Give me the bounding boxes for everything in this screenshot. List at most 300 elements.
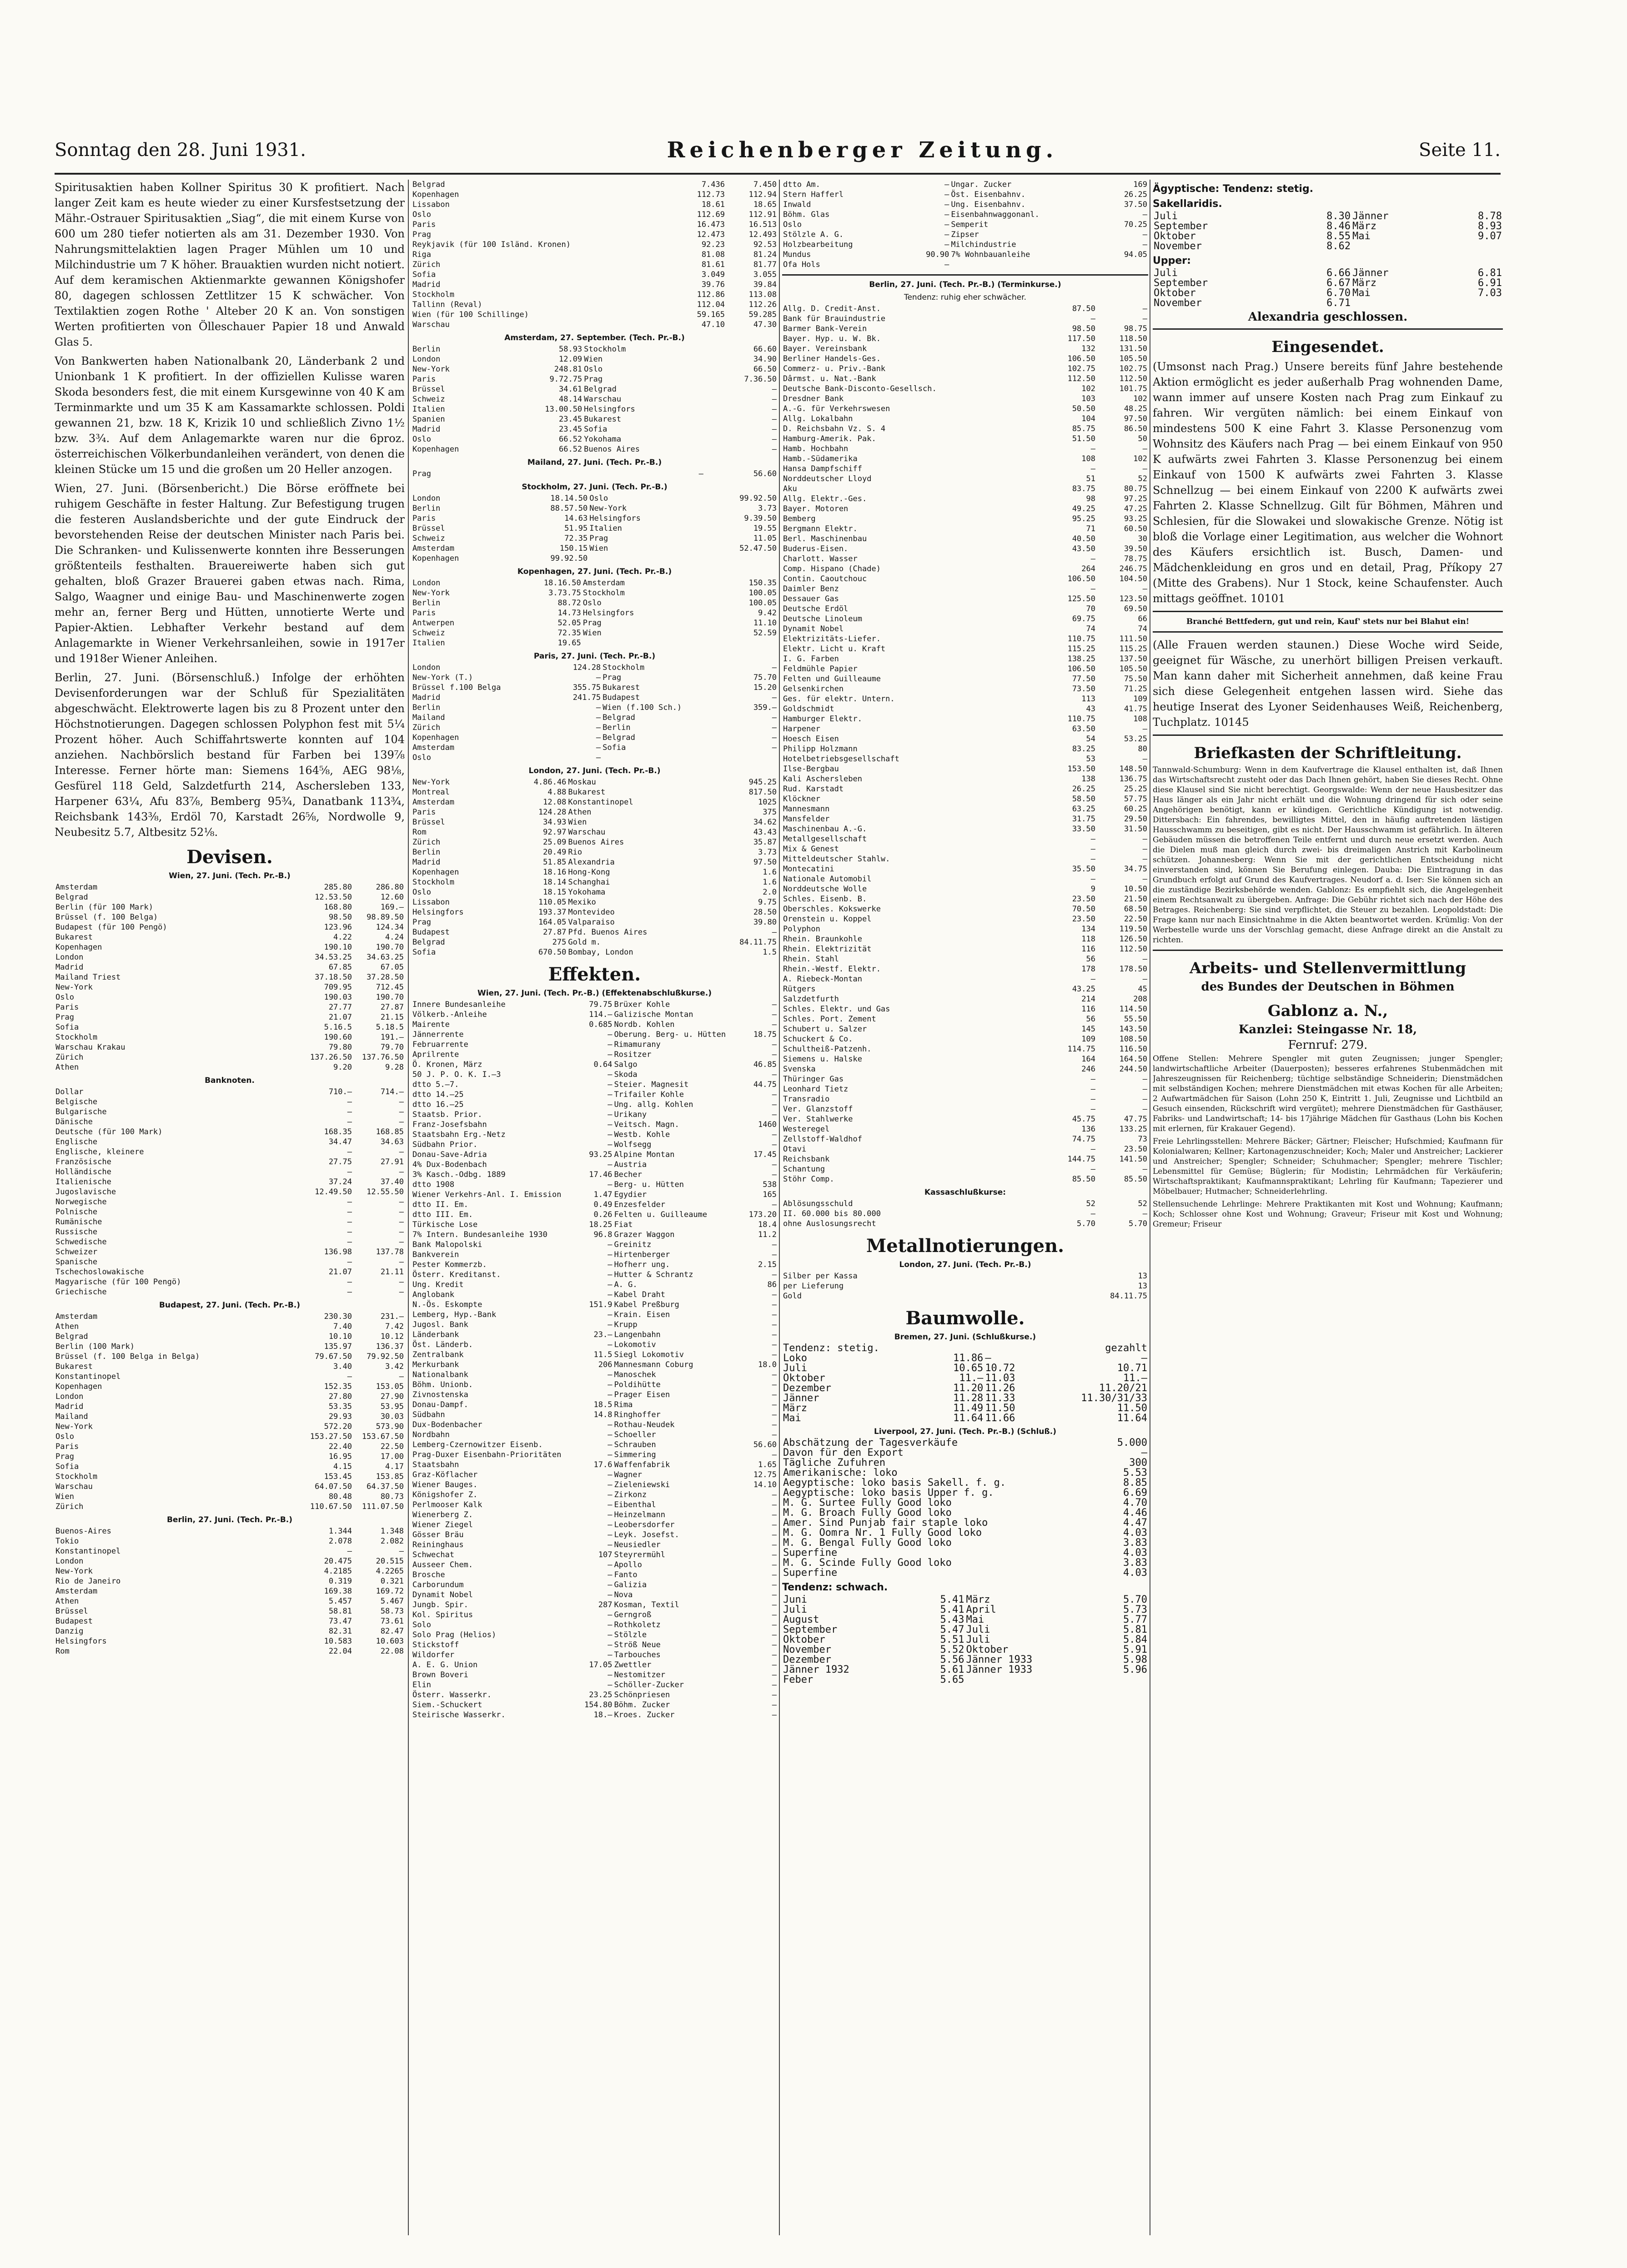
table-cell: 111.07.50 [362, 1502, 404, 1511]
table-cell: Milchindustrie [951, 240, 1016, 249]
table-cell: Berlin [412, 345, 441, 354]
table-cell: 13 [1138, 1282, 1147, 1291]
table-cell: 6.69 [1123, 1488, 1147, 1498]
table-cell [582, 638, 726, 648]
table-cell: 71 [1086, 524, 1095, 533]
table-cell: 231.— [380, 1312, 404, 1321]
table-cell: Harpener [783, 724, 820, 734]
table-row [782, 1665, 1148, 1675]
table-cell: 35.50 [1072, 865, 1095, 874]
table-cell: — [608, 1470, 613, 1479]
table-cell: Bukarest [55, 933, 93, 942]
table-cell: 2.0 [763, 888, 777, 897]
table-cell: Ung. allg. Kohlen [614, 1100, 693, 1109]
table-cell: 80.75 [1124, 484, 1147, 493]
table-row [412, 1390, 778, 1400]
table-cell: Thüringer Gas [783, 1075, 844, 1084]
table-cell: 287 [598, 1600, 613, 1609]
table-cell: 23.50 [1072, 915, 1095, 924]
table-cell: Oberung. Berg- u. Hütten [614, 1030, 726, 1039]
table-cell: 113 [1081, 694, 1095, 704]
table-row [55, 982, 405, 992]
table-cell: 73 [1138, 1135, 1147, 1144]
table-cell: per Lieferung [783, 1282, 844, 1291]
table-cell: Zürich [412, 838, 441, 847]
table-cell: Schuckert & Co. [783, 1035, 853, 1044]
table-cell: 11.86 [953, 1353, 984, 1363]
table-cell: Allg. Elektr.-Ges. [783, 494, 867, 503]
table-cell [1451, 241, 1503, 251]
table-row [412, 897, 778, 907]
table-cell: Dezember [783, 1383, 831, 1393]
table-row [412, 1490, 778, 1500]
table-cell: 190.03 [324, 993, 352, 1002]
table-cell: 84.11.75 [739, 938, 777, 947]
table-row [782, 474, 1148, 484]
table-cell: — [347, 1167, 352, 1177]
table-cell: 714.— [380, 1087, 404, 1096]
table-cell: 136 [1081, 1125, 1095, 1134]
table-cell: 3.73 [758, 848, 777, 857]
table-cell: Valparaiso [568, 918, 615, 927]
table-cell: Urikany [614, 1110, 647, 1119]
table-row [412, 1510, 778, 1520]
table-cell: 9.39.50 [744, 514, 777, 523]
table-cell: Warschau [584, 395, 622, 404]
table-cell: 114.75 [1067, 1045, 1095, 1054]
table-cell: Schöller-Zucker [614, 1680, 684, 1690]
table-cell: — [347, 1287, 352, 1297]
table-cell: 4.47 [1123, 1518, 1147, 1528]
page-date: Sonntag den 28. Juni 1931. [55, 140, 306, 161]
table-cell: 66.52 [558, 435, 583, 444]
table-cell: 43 [1086, 704, 1095, 714]
table-cell: Belgrad [55, 893, 88, 902]
table-row [782, 454, 1148, 464]
table-row [782, 250, 1148, 260]
table-cell: Englische [55, 1137, 98, 1147]
table-cell: — [772, 1520, 777, 1529]
table-cell: 4.24 [385, 933, 404, 942]
table-row [55, 1247, 405, 1257]
table-row [782, 414, 1148, 424]
table-cell: 37.24 [328, 1177, 352, 1187]
table-cell: Nestomitzer [614, 1670, 666, 1680]
table-cell: — [1090, 1075, 1095, 1084]
table-cell: Warschau [568, 828, 606, 837]
table-row [782, 784, 1148, 794]
table-cell: Rositzer [614, 1050, 652, 1059]
table-cell: 14.73 [557, 608, 581, 618]
table-cell: — [596, 703, 601, 712]
table-cell: 110.75 [1067, 714, 1095, 724]
table-row [412, 300, 778, 310]
table-cell [602, 753, 726, 763]
table-cell: 18.14 [543, 878, 567, 887]
table-row [412, 1530, 778, 1540]
table-cell: November [1154, 298, 1202, 308]
table-cell: 106.50 [1067, 574, 1095, 583]
table-cell: 164 [1081, 1055, 1095, 1064]
table-cell: Rimamurany [614, 1040, 661, 1049]
table-cell: 153.05 [376, 1382, 404, 1391]
table-cell: Riga [412, 250, 431, 259]
table-cell [1040, 1343, 1092, 1353]
table-cell: — [608, 1630, 613, 1639]
table-cell: 7.36.50 [744, 375, 777, 384]
table-row [55, 1052, 405, 1062]
table-cell: Superfine [783, 1568, 838, 1578]
table-cell: — [608, 1430, 613, 1439]
table-row [782, 384, 1148, 394]
table-cell: — [347, 1217, 352, 1227]
table-cell: New-York [589, 504, 627, 513]
table-cell: — [347, 1147, 352, 1157]
table-cell: Wiener Ziegel [412, 1520, 473, 1529]
table-row [55, 922, 405, 932]
table-row [782, 1209, 1148, 1219]
table-cell: Nationale Automobil [783, 875, 872, 884]
table-cell: 138 [1081, 774, 1095, 784]
table-cell: 169.72 [376, 1587, 404, 1596]
table-cell: 11.— [959, 1373, 984, 1383]
table-cell: Oktober [783, 1635, 825, 1645]
table-cell: Schoeller [614, 1430, 656, 1439]
table-cell: — [772, 435, 777, 444]
table-cell: Schweiz [412, 534, 445, 543]
table-row [412, 230, 778, 240]
table-cell: 375 [763, 808, 777, 817]
table-cell: Stölzle A. G. [783, 230, 844, 239]
arbeit-lehrlingsstellen: Freie Lehrlingsstellen: Mehrere Bäcker; Gärtner; Fleischer; Hufschmied; Kaufmann für Kolonialwaren; Kellner; Kartonagenzuschneider; Koch; Maler und Anstreicher; Lackierer und Anstreicher; Spengler; Schneider; Schuhmacher; Spengler; mehrere Tischler; Lebensmittel für Gemüse; Büglerin; für Modistin; Lehrmädchen für Verkäuferin; Wirtschaftspraktikant; Kaufmannspraktikant; Lehrling für Kaufmann; Tapezierer und Möbelbauer; Hutmacher; Schneiderlehrling. [1153, 1137, 1503, 1196]
table-row [412, 1270, 778, 1280]
table-row [412, 1450, 778, 1460]
table-cell: — [608, 1380, 613, 1389]
table-cell: 53.95 [380, 1402, 404, 1411]
table-cell: 44.75 [753, 1080, 777, 1089]
table-row [782, 694, 1148, 704]
table-row [782, 1024, 1148, 1034]
table-cell: Semperit [951, 220, 989, 229]
page-number: Seite 11. [1419, 140, 1501, 161]
table-cell: Mai [966, 1615, 984, 1625]
table-cell: 114.— [589, 1010, 613, 1019]
table-cell: 5.000 [1117, 1438, 1147, 1448]
table-cell: Ver. Glanzstoff [783, 1105, 853, 1114]
effekten-heading: Effekten. [548, 964, 641, 985]
table-row [55, 1422, 405, 1432]
table-row [782, 984, 1148, 994]
table-cell: 114.50 [1119, 1005, 1147, 1014]
table-cell: 102.75 [1119, 364, 1147, 373]
table-cell: — [608, 1280, 613, 1289]
table-cell: Goldschmidt [783, 704, 834, 714]
table-cell: Ausseer Chem. [412, 1560, 473, 1569]
table-row [55, 1526, 405, 1536]
table-cell: — [772, 1610, 777, 1619]
table-cell: — [772, 1710, 777, 1720]
table-cell: 9.42 [758, 608, 777, 618]
table-row [782, 824, 1148, 834]
table-cell: 34.47 [328, 1137, 352, 1147]
table-cell: — [608, 1090, 613, 1099]
arbeit-phone: Fernruf: 279. [1288, 1038, 1368, 1052]
table-cell: Mai [783, 1413, 801, 1423]
divider [1153, 328, 1503, 330]
table-cell: 190.70 [376, 993, 404, 1002]
table-cell: Bayer. Hyp. u. W. Bk. [783, 334, 881, 343]
table-cell: — [608, 1130, 613, 1139]
table-cell: 93.25 [1124, 514, 1147, 523]
table-row [782, 614, 1148, 624]
table-cell: 79.70 [380, 1043, 404, 1052]
table-cell: Norddeutsche Wolle [783, 885, 867, 894]
table-cell: 21.07 [328, 1267, 352, 1277]
table-cell: 5.73 [1123, 1605, 1147, 1615]
london-title: London, 27. Juni. (Tech. Pr.-B.) [528, 766, 661, 775]
table-cell: 58.73 [380, 1607, 404, 1616]
table-cell: 60.25 [1124, 805, 1147, 814]
table-cell: Mairente [412, 1020, 450, 1029]
table-cell: Amsterdam [55, 1312, 98, 1321]
column-1 [55, 180, 405, 1656]
table-cell: Konstantinopel [55, 1547, 121, 1556]
table-cell: Dessauer Gas [783, 594, 839, 603]
table-cell: 10.12 [380, 1332, 404, 1341]
table-row [1153, 268, 1503, 278]
table-cell: Bemberg [783, 514, 816, 523]
table-cell: Bulgarische [55, 1107, 107, 1116]
table-cell: Buenos-Aires [55, 1527, 111, 1536]
table-cell: 104.50 [1119, 574, 1147, 583]
table-row [55, 1157, 405, 1167]
table-cell: — [772, 1320, 777, 1329]
table-cell: Athen [55, 1597, 79, 1606]
table-cell: 58.81 [328, 1607, 352, 1616]
table-row [55, 1606, 405, 1616]
table-cell: 54 [1086, 734, 1095, 744]
table-cell: 7% Intern. Bundesanleihe 1930 [412, 1230, 547, 1239]
table-cell: dtto 14.—25 [412, 1090, 464, 1099]
table-cell: Westeregel [783, 1125, 830, 1134]
table-cell: 52 [1086, 1199, 1095, 1208]
table-row [55, 1646, 405, 1656]
table-cell: 26.25 [1072, 784, 1095, 794]
table-cell: 18.15 [543, 888, 567, 897]
table-cell: Daimler Benz [783, 584, 839, 593]
table-cell [1451, 298, 1503, 308]
table-row [782, 1468, 1148, 1478]
table-cell: Antwerpen [412, 619, 455, 628]
table-row [412, 673, 778, 683]
table-cell: Ver. Stahlwerke [783, 1115, 853, 1124]
table-row [782, 944, 1148, 954]
table-cell: 51.95 [564, 524, 588, 533]
table-cell: Ungar. Zucker [951, 180, 1012, 189]
table-cell: September [1154, 278, 1208, 288]
table-cell: 34.61 [558, 385, 583, 394]
budapest-table [55, 1312, 405, 1512]
table-cell: Ung. Eisenbahnv. [951, 200, 1026, 209]
table-cell: Hamburg-Amerik. Pak. [783, 434, 876, 443]
table-cell: Grazer Waggon [614, 1230, 675, 1239]
table-cell: Alexandria [568, 858, 615, 867]
table-cell: Merkurbank [412, 1360, 459, 1369]
table-cell: 18.0 [758, 1360, 777, 1369]
table-cell: 21.11 [380, 1267, 404, 1277]
table-cell: 3.055 [753, 270, 777, 279]
table-cell: — [596, 723, 601, 732]
table-cell: 98.50 [328, 913, 352, 922]
table-cell: — [772, 1100, 777, 1109]
table-cell: Helsingfors [55, 1637, 107, 1646]
table-cell: Leonhard Tietz [783, 1085, 849, 1094]
table-row [782, 354, 1148, 364]
table-cell: Ringhoffer [614, 1410, 661, 1419]
table-cell: ohne Auslosungsrecht [783, 1219, 876, 1228]
briefkasten-text: Tannwald-Schumburg: Wenn in dem Kaufvertrage die Klausel enthalten ist, daß Ihnen das Wirtschaftsrecht zusteht oder das Dach Ihnen gehört, haben Sie dieses Recht. Ohne diese Klausel sind Sie nicht berechtigt. Georgswalde: Wenn der neue Hausbesitzer das Haus länger als ein Jahr nicht erhält und die Wohnung dringend für sich oder seine Angehörigen benötigt, kann er kündigen. Gerichtliche Kündigung ist notwendig. Dittersbach: Ein fahrendes, bewilligtes Mittel, den in häufig auftretenden lästigen Hausschwamm zu beseitigen, gibt es nicht. Der Hausschwamm ist gefährlich. In älteren Gebäuden müssen die betroffenen Teile entfernt und durch neue ersetzt werden. Auch die Dielen muß man gleich durch zwei- bis dreimaligen Anstrich mit Karbolineum schützen. Johannesberg: Wenn Sie mit der gerichtlichen Entscheidung nicht einverstanden sind, können Sie Berufung einlegen. Dauba: Die Eintragung in das Grundbuch erfolgt auf Grund des Kaufvertrages. Neudorf a. d. Iser: Sie können sich an die zuständige Bezirksbehörde wenden. Gablonz: Es empfiehlt sich, die Angelegenheit einem Rechtsanwalt zu übergeben. Anfrage: Die Gebühr richtet sich nach der Höhe des Betrages. Reichenberg: Sie sind verpflichtet, die Steuer zu bezahlen. Leopoldstadt: Die Frage kann nur nach Einsichtnahme in die Akten beantwortet werden. Krümlig: Von der Werbestelle wurde uns der Vorschlag gemacht, diese Anfrage direkt an die Anstalt zu richten. [1153, 765, 1503, 945]
table-cell [1096, 260, 1148, 270]
table-cell: Lissabon [412, 200, 450, 209]
table-cell: — [608, 1620, 613, 1629]
table-cell: November [783, 1645, 831, 1655]
table-cell [726, 638, 778, 648]
table-row [782, 180, 1148, 190]
table-row [412, 180, 778, 190]
table-cell: — [347, 1277, 352, 1287]
liverpool-termin-table [782, 1595, 1148, 1685]
upper-title: Upper: [1153, 255, 1191, 267]
table-cell: Madrid [55, 1402, 84, 1411]
table-cell: Montecatini [783, 865, 834, 874]
table-cell: 10.10 [328, 1332, 352, 1341]
table-cell: 5.65 [940, 1675, 964, 1685]
table-cell: 6.81 [1478, 268, 1502, 278]
table-cell: — [1142, 1075, 1147, 1084]
table-cell: — [608, 1510, 613, 1519]
table-cell: Oslo [55, 1432, 74, 1441]
berlin-terminkurse-table [782, 304, 1148, 1184]
table-cell: Griechische [55, 1287, 107, 1297]
table-cell: 34.63.25 [367, 953, 404, 962]
table-cell: 22.08 [380, 1647, 404, 1656]
table-row [782, 464, 1148, 474]
table-cell: 28.50 [753, 908, 777, 917]
table-cell: 4% Dux-Bodenbach [412, 1160, 487, 1169]
table-row [782, 1219, 1148, 1229]
table-row [55, 892, 405, 902]
table-row [782, 1281, 1148, 1291]
table-row [55, 1227, 405, 1237]
table-cell: 11.20 [953, 1383, 984, 1393]
table-row [412, 1090, 778, 1100]
table-cell: — [596, 673, 601, 682]
table-cell: 11.28 [953, 1393, 984, 1403]
table-cell: 11.05 [753, 534, 777, 543]
table-cell: 11.33 [985, 1393, 1015, 1403]
table-cell: Waffenfabrik [614, 1460, 670, 1469]
table-cell: März [966, 1595, 990, 1605]
table-row [55, 1432, 405, 1442]
table-cell: Madrid [412, 425, 441, 434]
arbeit-sub1: des Bundes der Deutschen in Böhmen [1201, 980, 1455, 994]
table-cell: — [944, 210, 949, 219]
table-cell: Steirische Wasserkr. [412, 1710, 506, 1720]
table-cell: — [772, 1580, 777, 1589]
table-cell: — [399, 1117, 404, 1126]
eingesendet-text: (Umsonst nach Prag.) Unsere bereits fünf Jahre bestehende Aktion ermöglicht es jeder außerhalb Prag wohnenden Dame, wann immer auf unsere Kosten nach Prag zum Einkauf zu fahren. Wir vergüten nämlich: bei einem Einkauf von mindestens 500 K eine Fahrt 3. Klasse Personenzug vom Wohnsitz des Käufers nach Prag — bei einem Einkauf von 950 K aufwärts zwei Fahrten 3. Klasse Personenzug bei einem Einkauf von 1500 K aufwärts zwei Fahrten 3. Klasse Schnellzug — bei einem Einkauf von 2200 K aufwärts zwei Fahrten 2. Klasse Schnellzug. Gilt für Böhmen, Mähren und Schlesien, für die Slowakei und slowakische Grenze. Nötig ist bloß die Vorlage einer Legitimation, aus welcher die Wohnort des Käufers ersichtlich ist. Busch, Damen- und Mädchenkleidung en gros und en detail, Prag, Příkopy 27 (Mitte des Grabens). Nur 1 Stock, keine Schaufenster. Auch mittags geöffnet. 10101 [1153, 360, 1503, 605]
table-cell: 94.05 [1124, 250, 1147, 259]
table-row [55, 1267, 405, 1277]
table-cell: 17.46 [589, 1170, 613, 1179]
table-row [55, 902, 405, 912]
table-cell: 164.05 [538, 918, 567, 927]
table-cell: 73.61 [380, 1617, 404, 1626]
table-cell: Konstantinopel [568, 798, 633, 807]
mailand-table [412, 469, 778, 479]
table-cell: Siegl Lokomotiv [614, 1350, 684, 1359]
table-cell: Zürich [412, 723, 441, 732]
table-cell: Steyrermühl [614, 1550, 666, 1559]
table-cell: dtto 1908 [412, 1180, 455, 1189]
table-row [412, 1610, 778, 1620]
table-cell: — [772, 1430, 777, 1439]
table-cell: 88.57.50 [550, 504, 588, 513]
table-cell: 102 [1133, 454, 1147, 463]
table-cell: 68.50 [1124, 905, 1147, 914]
table-cell: — [772, 663, 777, 672]
table-cell: — [772, 1390, 777, 1399]
table-cell: 17.6 [593, 1460, 613, 1469]
table-row [412, 1180, 778, 1190]
table-cell: 8.30 [1326, 211, 1351, 221]
table-cell: 573.90 [376, 1422, 404, 1431]
table-cell: Sofia [584, 425, 608, 434]
table-row [412, 523, 778, 533]
table-cell: — [608, 1270, 613, 1279]
table-cell: 112.04 [697, 300, 725, 309]
table-cell: Hutter & Schrantz [614, 1270, 693, 1279]
table-row [412, 917, 778, 927]
table-cell: — [1090, 835, 1095, 844]
table-cell: A. E. G. Union [412, 1660, 478, 1670]
table-cell: Brüxer Kohle [614, 1000, 670, 1009]
table-cell: 112.50 [1067, 374, 1095, 383]
table-cell: 52.47.50 [739, 544, 777, 553]
table-cell: Hotelbetriebsgesellschaft [783, 754, 899, 764]
table-cell: Kali Aschersleben [783, 774, 862, 784]
table-cell: Jugoslavische [55, 1187, 116, 1197]
table-cell: 5.18.5 [376, 1023, 404, 1032]
table-cell: Juni [783, 1595, 807, 1605]
table-cell [726, 553, 778, 563]
table-cell: 63.50 [1072, 724, 1095, 734]
table-cell: — [772, 1700, 777, 1710]
table-row [412, 1190, 778, 1200]
table-row [412, 210, 778, 220]
table-cell: Prag [55, 1013, 74, 1022]
table-cell: 112.91 [748, 210, 777, 219]
table-row [782, 1199, 1148, 1209]
metall-heading: Metallnotierungen. [866, 1235, 1065, 1257]
table-cell: Oslo [783, 220, 802, 229]
table-cell: 27.77 [328, 1003, 352, 1012]
table-cell: 34.53.25 [315, 953, 352, 962]
table-cell: 138.25 [1067, 654, 1095, 664]
table-cell: Madrid [412, 858, 441, 867]
table-row [782, 954, 1148, 964]
table-cell: 248.81 [554, 365, 583, 374]
